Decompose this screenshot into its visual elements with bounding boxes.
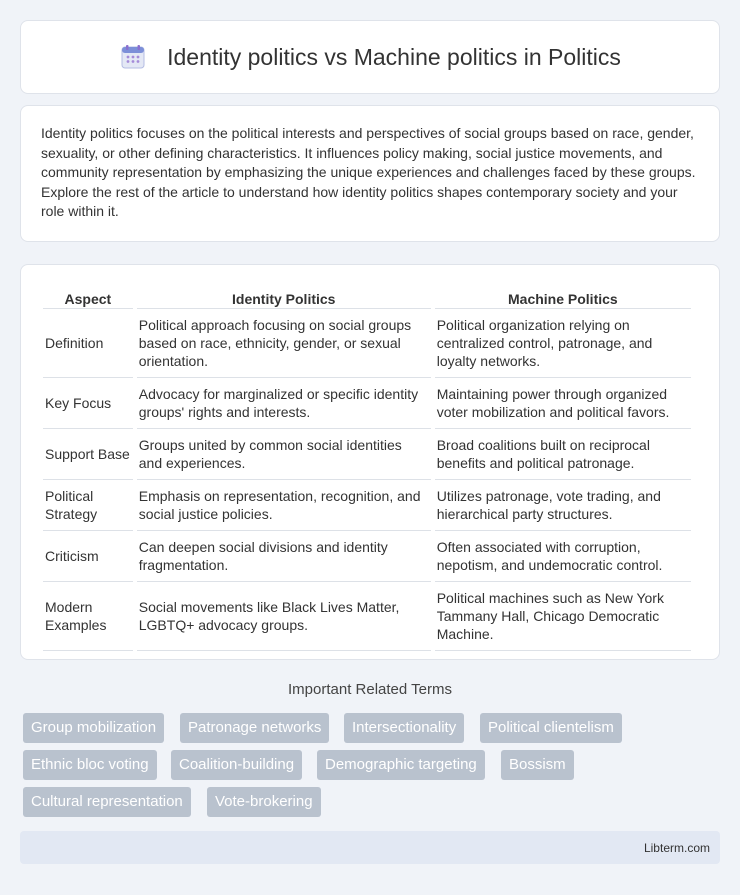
row-identity-value: Emphasis on representation, recognition, and social justice policies. — [137, 480, 431, 531]
comparison-table — [39, 285, 695, 651]
comparison-table-card — [20, 264, 720, 660]
related-term-tag[interactable]: Patronage networks — [180, 713, 329, 743]
table-row — [43, 378, 691, 429]
row-identity-value: Political approach focusing on social groups based on race, ethnicity, gender, or sexual orientation. — [137, 309, 431, 378]
table-row — [43, 480, 691, 531]
related-term-tag[interactable]: Intersectionality — [344, 713, 464, 743]
intro-text: Identity politics focuses on the political interests and perspectives of social groups based on race, gender, sexuality, or other defining characteristics. It influences policy making, social justice movements, and community representation by emphasizing the unique experiences and challenges faced by these groups. Explore the rest of the article to understand how identity politics shapes contemporary society and your role within it. — [41, 125, 696, 219]
row-aspect: Modern Examples — [43, 582, 133, 651]
table-row — [43, 309, 691, 378]
row-aspect: Criticism — [43, 531, 133, 582]
row-identity-value: Groups united by common social identities and experiences. — [137, 429, 431, 480]
table-header-row — [43, 285, 691, 309]
related-terms-heading: Important Related Terms — [288, 681, 452, 698]
header-identity-politics: Identity Politics — [137, 285, 431, 309]
page-title: Identity politics vs Machine politics in Politics — [167, 43, 621, 70]
row-aspect: Political Strategy — [43, 480, 133, 531]
row-aspect: Definition — [43, 309, 133, 378]
related-term-tag[interactable]: Demographic targeting — [317, 750, 485, 780]
related-term-tag[interactable]: Bossism — [501, 750, 574, 780]
header-machine-politics: Machine Politics — [435, 285, 691, 309]
header-aspect: Aspect — [43, 285, 133, 309]
intro-card — [20, 105, 720, 242]
row-identity-value: Advocacy for marginalized or specific identity groups' rights and interests. — [137, 378, 431, 429]
row-identity-value: Social movements like Black Lives Matter, LGBTQ+ advocacy groups. — [137, 582, 431, 651]
row-machine-value: Often associated with corruption, nepotism, and undemocratic control. — [435, 531, 691, 582]
related-term-tag[interactable]: Cultural representation — [23, 787, 191, 817]
footer-site-link[interactable]: Libterm.com — [643, 841, 710, 855]
related-term-tag[interactable]: Ethnic bloc voting — [23, 750, 157, 780]
related-term-tag[interactable]: Vote-brokering — [207, 787, 321, 817]
related-term-tag[interactable]: Group mobilization — [23, 713, 164, 743]
row-machine-value: Broad coalitions built on reciprocal benefits and political patronage. — [435, 429, 691, 480]
row-machine-value: Political organization relying on centralized control, patronage, and loyalty networks. — [435, 309, 691, 378]
table-row — [43, 429, 691, 480]
table-row — [43, 582, 691, 651]
row-machine-value: Utilizes patronage, vote trading, and hierarchical party structures. — [435, 480, 691, 531]
row-aspect: Support Base — [43, 429, 133, 480]
row-machine-value: Maintaining power through organized voter mobilization and political favors. — [435, 378, 691, 429]
related-term-tag[interactable]: Political clientelism — [480, 713, 622, 743]
row-machine-value: Political machines such as New York Tammany Hall, Chicago Democratic Machine. — [435, 582, 691, 651]
row-identity-value: Can deepen social divisions and identity fragmentation. — [137, 531, 431, 582]
row-aspect: Key Focus — [43, 378, 133, 429]
table-row — [43, 531, 691, 582]
related-term-tag[interactable]: Coalition-building — [171, 750, 302, 780]
title-card — [20, 20, 720, 94]
footer — [20, 831, 720, 864]
calendar-icon — [119, 43, 147, 71]
